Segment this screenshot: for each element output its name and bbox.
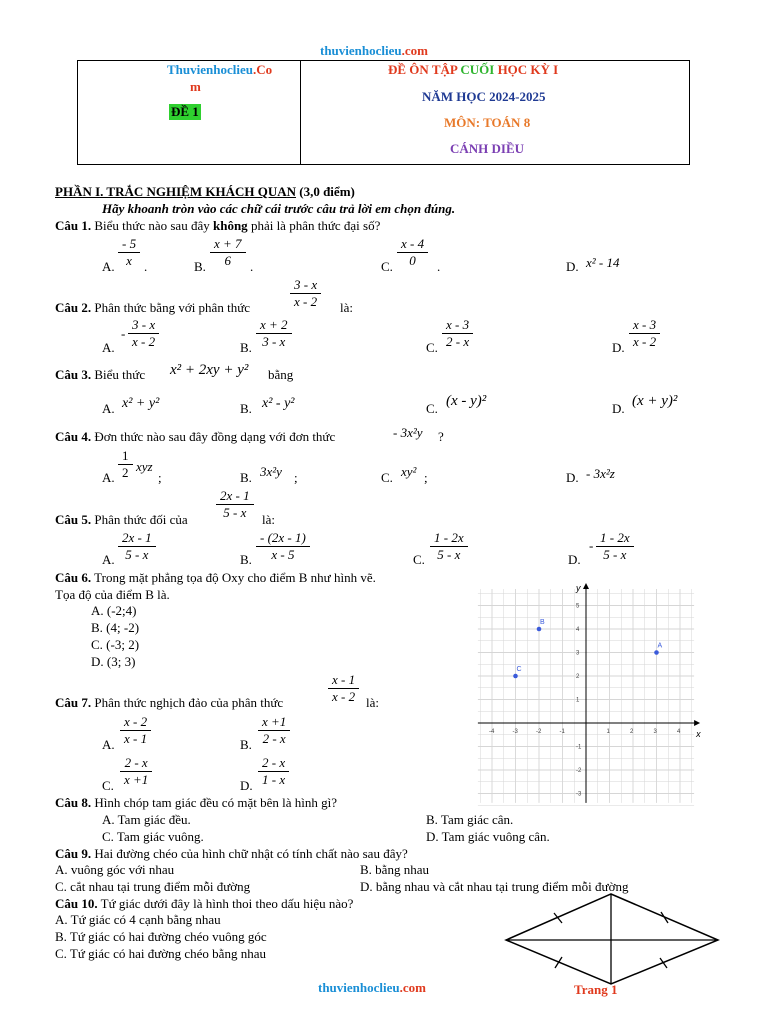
q8-option-d[interactable]: D. Tam giác vuông cân. <box>426 829 550 844</box>
left-brand <box>167 62 272 78</box>
question-10 <box>55 896 353 912</box>
q7-option-d[interactable]: D. <box>240 778 253 793</box>
rhombus-figure <box>500 890 728 990</box>
denominator: x - 2 <box>328 688 359 705</box>
numerator: - (2x - 1) <box>260 530 306 545</box>
q7-c-fraction <box>120 755 152 788</box>
coordinate-graph <box>478 583 701 798</box>
q5-option-c[interactable]: C. <box>413 552 425 567</box>
q1-d-expression: x² - 14 <box>586 255 620 270</box>
y-tick-label: -1 <box>576 744 582 751</box>
site-name: thuvienhoclieu <box>320 43 402 58</box>
semicolon: ; <box>294 470 298 485</box>
q7-option-b[interactable]: B. <box>240 737 252 752</box>
q7-label: Câu 7. <box>55 695 92 710</box>
brand-name: Thuvienhoclieu <box>167 62 253 77</box>
q3-option-a[interactable]: A. <box>102 401 115 416</box>
q1-option-d[interactable]: D. <box>566 259 579 274</box>
q5-option-b[interactable]: B. <box>240 552 252 567</box>
q5-a-fraction <box>118 530 156 563</box>
q4-text-end: ? <box>438 429 444 444</box>
denominator: 6 <box>210 252 246 269</box>
q6-option-a[interactable]: A. (-2;4) <box>91 603 137 618</box>
y-arrow <box>583 583 589 589</box>
q5-label: Câu 5. <box>55 512 92 527</box>
q3-c-expression: (x - y)² <box>446 393 487 409</box>
question-9 <box>55 846 408 862</box>
numerator: x - 2 <box>124 714 148 729</box>
q3-a-expression: x² + y² <box>122 396 160 411</box>
numerator: 2x - 1 <box>122 530 152 545</box>
q4-d-expression: - 3x²z <box>586 466 615 481</box>
x-tick-label: -1 <box>559 729 565 735</box>
semicolon: ; <box>158 470 162 485</box>
q8-option-b[interactable]: B. Tam giác cân. <box>426 812 514 827</box>
x-tick-label: -3 <box>512 729 518 735</box>
question-3 <box>55 367 145 383</box>
q10-label: Câu 10. <box>55 896 98 911</box>
numerator: 2x - 1 <box>220 488 250 503</box>
site-header <box>320 43 428 59</box>
q8-label: Câu 8. <box>55 795 92 810</box>
x-tick-label: 1 <box>606 729 610 735</box>
q4-text: Đơn thức nào sau đây đồng dạng với đơn thức <box>94 429 336 444</box>
q6-option-d[interactable]: D. (3; 3) <box>91 654 136 669</box>
q5-d-sign: - <box>589 538 594 553</box>
footer-site <box>318 980 426 996</box>
section-name: PHẦN I. TRẮC NGHIỆM KHÁCH QUAN <box>55 184 296 199</box>
point-C <box>513 674 518 679</box>
q9-option-a[interactable]: A. vuông góc với nhau <box>55 862 175 877</box>
denominator: x - 1 <box>120 730 151 747</box>
y-tick-label: 3 <box>576 650 580 657</box>
q2-option-c[interactable]: C. <box>426 340 438 355</box>
exam-title <box>388 62 558 78</box>
q1-emphasis: không <box>212 218 248 233</box>
denominator: x - 2 <box>128 333 159 350</box>
numerator: x + 7 <box>214 236 242 251</box>
numerator: x +1 <box>262 714 287 729</box>
q10-option-b[interactable]: B. Tứ giác có hai đường chéo vuông góc <box>55 929 267 944</box>
q7-a-fraction <box>120 714 151 747</box>
q3-b-expression: x² - y² <box>262 396 295 411</box>
q3-option-d[interactable]: D. <box>612 401 625 416</box>
q9-text: Hai đường chéo của hình chữ nhật có tính chất nào sau đây? <box>94 846 408 861</box>
q10-option-c[interactable]: C. Tứ giác có hai đường chéo bằng nhau <box>55 946 266 961</box>
q2-option-a[interactable]: A. <box>102 340 115 355</box>
q7-option-c[interactable]: C. <box>102 778 114 793</box>
q8-option-a[interactable]: A. Tam giác đều. <box>102 812 191 827</box>
q2-given-fraction <box>290 277 321 310</box>
period: . <box>250 259 254 274</box>
point-B <box>537 627 542 632</box>
numerator: 1 <box>122 448 129 463</box>
page-number: Trang 1 <box>574 982 618 997</box>
q6-option-c[interactable]: C. (-3; 2) <box>91 637 140 652</box>
q2-c-fraction <box>442 317 473 350</box>
numerator: x - 3 <box>633 317 657 332</box>
x-tick-label: -2 <box>536 729 542 735</box>
q3-option-b[interactable]: B. <box>240 401 252 416</box>
q4-option-a[interactable]: A. <box>102 470 115 485</box>
q1-text: Biểu thức nào sau đây <box>94 218 210 233</box>
denominator: 5 - x <box>118 546 156 563</box>
denominator: 2 <box>118 464 133 481</box>
y-tick-label: -2 <box>576 768 582 774</box>
q3-option-c[interactable]: C. <box>426 401 438 416</box>
q8-option-c[interactable]: C. Tam giác vuông. <box>102 829 204 844</box>
q4-c-expression: xy² <box>401 464 417 479</box>
q7-given-fraction <box>328 672 359 705</box>
q8-text: Hình chóp tam giác đều có mặt bên là hình gì? <box>94 795 337 810</box>
footer-site-name: thuvienhoclieu <box>318 980 400 995</box>
numerator: - 5 <box>122 236 137 251</box>
q4-label: Câu 4. <box>55 429 92 444</box>
question-6 <box>55 570 376 586</box>
q4-expression: - 3x²y <box>393 425 423 440</box>
q5-b-fraction <box>256 530 310 563</box>
section-points: (3,0 điểm) <box>299 184 355 199</box>
q4-b-expression: 3x²y <box>260 464 282 479</box>
period: . <box>437 259 441 274</box>
q3-expression: x² + 2xy + y² <box>170 362 249 378</box>
q5-given-fraction <box>216 488 254 521</box>
q4-a-tail: xyz <box>136 459 153 474</box>
q7-text-end: là: <box>366 695 379 710</box>
header-divider <box>300 60 301 165</box>
q2-b-fraction <box>256 317 292 350</box>
denominator: 3 - x <box>256 333 292 350</box>
q6-option-b[interactable]: B. (4; -2) <box>91 620 140 635</box>
q9-option-c[interactable]: C. cắt nhau tại trung điểm mỗi đường <box>55 879 251 894</box>
q5-text: Phân thức đối của <box>94 512 188 527</box>
school-year: NĂM HỌC 2024-2025 <box>422 89 546 104</box>
denominator: x +1 <box>120 771 152 788</box>
footer-site-domain: .com <box>399 980 426 995</box>
denominator: 5 - x <box>216 504 254 521</box>
numerator: x - 1 <box>332 672 356 687</box>
q1-option-a[interactable]: A. <box>102 259 115 274</box>
q4-option-d[interactable]: D. <box>566 470 579 485</box>
q1-text-end: phải là phân thức đại số? <box>250 218 381 233</box>
graph-points <box>513 619 662 678</box>
y-tick-label: 2 <box>576 674 580 680</box>
question-7 <box>55 695 283 711</box>
q2-a-sign: - <box>121 326 126 341</box>
instruction: Hãy khoanh tròn vào các chữ cái trước câu trả lời em chọn đúng. <box>102 201 456 216</box>
q2-d-fraction <box>629 317 660 350</box>
q1-b-fraction <box>210 236 246 269</box>
y-axis-label: y <box>576 583 581 594</box>
question-5 <box>55 512 188 528</box>
x-tick-label: -4 <box>489 729 495 735</box>
title-part-2: CUỐI <box>460 62 495 77</box>
point-A <box>654 650 659 655</box>
q4-option-b[interactable]: B. <box>240 470 252 485</box>
q1-option-b[interactable]: B. <box>194 259 206 274</box>
semicolon: ; <box>424 470 428 485</box>
x-tick-label: 2 <box>630 729 634 735</box>
q3-text: Biểu thức <box>94 367 146 382</box>
title-part-1: ĐỀ ÔN TẬP <box>388 62 458 77</box>
x-tick-label: 4 <box>677 729 681 735</box>
q3-label: Câu 3. <box>55 367 92 382</box>
q7-text: Phân thức nghịch đảo của phân thức <box>94 695 284 710</box>
q10-option-a[interactable]: A. Tứ giác có 4 cạnh bằng nhau <box>55 912 221 927</box>
q9-option-d[interactable]: D. bằng nhau và cắt nhau tại trung điểm mỗi đường <box>360 879 629 894</box>
book-series: CÁNH DIỀU <box>450 141 525 156</box>
q1-option-c[interactable]: C. <box>381 259 393 274</box>
denominator: x - 5 <box>256 546 310 563</box>
point-label-B: B <box>540 619 545 626</box>
q5-c-fraction <box>430 530 468 563</box>
graph-ticks <box>489 604 681 798</box>
denominator: 2 - x <box>442 333 473 350</box>
denominator: 5 - x <box>430 546 468 563</box>
point-label-A: A <box>657 642 663 650</box>
q3-text-end: bằng <box>268 367 294 382</box>
q7-d-fraction <box>258 755 289 788</box>
denominator: 0 <box>397 252 428 269</box>
title-part-3: HỌC KỲ I <box>497 62 559 77</box>
denominator: 5 - x <box>596 546 634 563</box>
question-4 <box>55 429 335 445</box>
q1-a-fraction <box>118 236 140 269</box>
q2-a-fraction <box>128 317 159 350</box>
subject: MÔN: TOÁN 8 <box>444 115 531 130</box>
q6-text-2: Tọa độ của điểm B là. <box>55 587 170 602</box>
q2-label: Câu 2. <box>55 300 92 315</box>
numerator: 3 - x <box>132 317 156 332</box>
q7-option-a[interactable]: A. <box>102 737 115 752</box>
question-2 <box>55 300 250 316</box>
q5-d-fraction <box>596 530 634 563</box>
numerator: 3 - x <box>294 277 318 292</box>
x-arrow <box>694 720 700 726</box>
x-axis-label: x <box>696 729 701 739</box>
q10-text: Tứ giác dưới đây là hình thoi theo dấu hiệu nào? <box>100 896 354 911</box>
point-label-C: C <box>516 666 522 673</box>
x-tick-label: 3 <box>653 729 657 735</box>
denominator: 2 - x <box>258 730 290 747</box>
question-1 <box>55 218 380 234</box>
numerator: x - 4 <box>401 236 425 251</box>
q3-d-expression: (x + y)² <box>632 393 678 409</box>
numerator: 2 - x <box>124 755 148 770</box>
site-domain: .com <box>401 43 428 58</box>
q5-option-d[interactable]: D. <box>568 552 581 567</box>
q5-text-end: là: <box>262 512 275 527</box>
y-tick-label: -3 <box>576 791 582 798</box>
q2-option-b[interactable]: B. <box>240 340 252 355</box>
section-title <box>55 184 355 200</box>
numerator: 1 - 2x <box>600 530 630 545</box>
q2-text: Phân thức bằng với phân thức <box>94 300 251 315</box>
period: . <box>144 259 148 274</box>
q4-option-c[interactable]: C. <box>381 470 393 485</box>
q6-label: Câu 6. <box>55 570 92 585</box>
brand-domain: .Co <box>252 62 273 77</box>
denominator: x - 2 <box>290 293 321 310</box>
q7-b-fraction <box>258 714 290 747</box>
q9-label: Câu 9. <box>55 846 92 861</box>
numerator: 2 - x <box>262 755 286 770</box>
y-tick-label: 5 <box>576 603 580 610</box>
exam-badge: ĐỀ 1 <box>171 104 199 119</box>
rhombus-outline <box>506 894 718 984</box>
q4-a-fraction <box>118 448 133 481</box>
q1-label: Câu 1. <box>55 218 92 233</box>
denominator: x <box>118 252 140 269</box>
y-tick-label: 1 <box>576 697 580 704</box>
q2-option-d[interactable]: D. <box>612 340 625 355</box>
numerator: 1 - 2x <box>434 530 464 545</box>
q5-option-a[interactable]: A. <box>102 552 115 567</box>
q2-text-end: là: <box>340 300 353 315</box>
y-tick-label: 4 <box>576 627 580 633</box>
left-brand-tail: m <box>190 79 201 94</box>
denominator: x - 2 <box>629 333 660 350</box>
denominator: 1 - x <box>258 771 289 788</box>
numerator: x + 2 <box>260 317 288 332</box>
q6-text: Trong mặt phẳng tọa độ Oxy cho điểm B như hình vẽ. <box>94 570 376 585</box>
q1-c-fraction <box>397 236 428 269</box>
question-8 <box>55 795 337 811</box>
q9-option-b[interactable]: B. bằng nhau <box>360 862 429 877</box>
numerator: x - 3 <box>446 317 470 332</box>
